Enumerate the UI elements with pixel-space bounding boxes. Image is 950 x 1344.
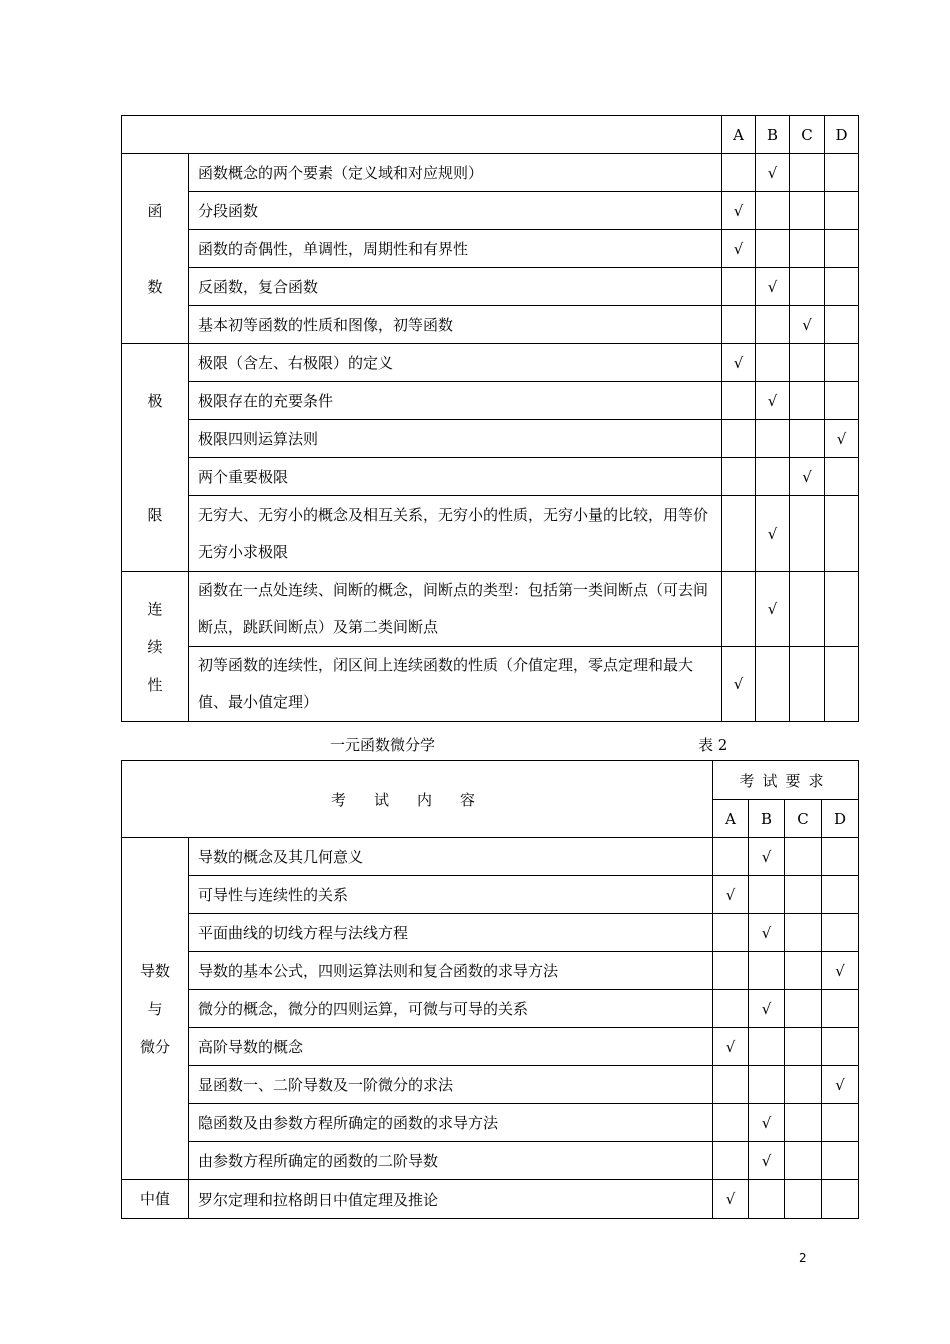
mark-cell-c: √ bbox=[790, 306, 825, 344]
item-cell: 隐函数及由参数方程所确定的函数的求导方法 bbox=[189, 1104, 713, 1142]
mark-cell-d: √ bbox=[825, 420, 859, 458]
mark-cell-d bbox=[822, 990, 859, 1028]
category-cell bbox=[122, 154, 189, 344]
mark-cell-d bbox=[822, 838, 859, 876]
item-cell: 基本初等函数的性质和图像，初等函数 bbox=[189, 306, 722, 344]
mark-cell-d bbox=[822, 1142, 859, 1180]
mark-cell-b bbox=[756, 306, 790, 344]
mark-cell-a bbox=[713, 1066, 749, 1104]
table-row bbox=[122, 1180, 859, 1219]
mark-cell-c: √ bbox=[790, 458, 825, 496]
mark-cell-b: √ bbox=[756, 496, 790, 572]
column-header-c: C bbox=[785, 800, 822, 838]
mark-cell-c bbox=[790, 192, 825, 230]
mark-cell-d bbox=[825, 344, 859, 382]
mark-cell-a: √ bbox=[713, 1180, 749, 1219]
mark-cell-a: √ bbox=[722, 230, 756, 268]
mark-cell-a: √ bbox=[722, 647, 756, 722]
item-cell: 初等函数的连续性，闭区间上连续函数的性质（介值定理，零点定理和最大值、最小值定理） bbox=[189, 647, 722, 722]
category-label-line: 限 bbox=[147, 505, 163, 524]
mark-cell-b bbox=[756, 344, 790, 382]
header-row bbox=[122, 116, 859, 154]
mark-cell-c bbox=[790, 496, 825, 572]
category-label-line: 中值 bbox=[139, 1190, 170, 1208]
table-row bbox=[122, 306, 859, 344]
mark-cell-c bbox=[785, 1066, 822, 1104]
mark-cell-b bbox=[749, 952, 785, 990]
item-cell: 函数在一点处连续、间断的概念，间断点的类型：包括第一类间断点（可去间断点，跳跃间断点）及第二类间断点 bbox=[189, 572, 722, 647]
table-row bbox=[122, 382, 859, 420]
table-row bbox=[122, 876, 859, 914]
mark-cell-a bbox=[722, 496, 756, 572]
mark-cell-c bbox=[790, 572, 825, 647]
mark-cell-d bbox=[825, 647, 859, 722]
requirements-table-2 bbox=[121, 760, 859, 1219]
mark-cell-b: √ bbox=[756, 268, 790, 306]
table-row bbox=[122, 192, 859, 230]
item-cell: 高阶导数的概念 bbox=[189, 1028, 713, 1066]
table-row bbox=[122, 230, 859, 268]
mark-cell-b: √ bbox=[756, 382, 790, 420]
mark-cell-b: √ bbox=[749, 990, 785, 1028]
mark-cell-c bbox=[785, 1104, 822, 1142]
category-label-line: 函 bbox=[147, 201, 163, 220]
category-label-line: 续 bbox=[147, 637, 163, 656]
category-label-line: 导数 bbox=[139, 961, 170, 980]
mark-cell-d bbox=[825, 268, 859, 306]
mark-cell-d bbox=[822, 914, 859, 952]
requirement-header-cell: 考试要求 bbox=[713, 761, 859, 800]
mark-cell-d bbox=[825, 154, 859, 192]
mark-cell-a: √ bbox=[722, 344, 756, 382]
mark-cell-d bbox=[825, 496, 859, 572]
table-row bbox=[122, 990, 859, 1028]
page-number: 2 bbox=[799, 1251, 807, 1265]
mark-cell-d bbox=[825, 230, 859, 268]
content-header-cell bbox=[122, 116, 722, 154]
table-row bbox=[122, 1028, 859, 1066]
table-row bbox=[122, 344, 859, 382]
category-cell bbox=[122, 838, 189, 1180]
table-row bbox=[122, 952, 859, 990]
mark-cell-c bbox=[785, 1142, 822, 1180]
mark-cell-a bbox=[713, 990, 749, 1028]
item-cell: 函数的奇偶性，单调性，周期性和有界性 bbox=[189, 230, 722, 268]
table-row bbox=[122, 914, 859, 952]
mark-cell-b bbox=[749, 876, 785, 914]
mark-cell-d bbox=[822, 1104, 859, 1142]
mark-cell-c bbox=[785, 1180, 822, 1219]
mark-cell-d bbox=[825, 382, 859, 420]
category-label-line: 连 bbox=[147, 599, 163, 618]
mark-cell-b: √ bbox=[756, 572, 790, 647]
category-label-line: 极 bbox=[147, 391, 163, 410]
mark-cell-b: √ bbox=[749, 1104, 785, 1142]
mark-cell-d bbox=[825, 306, 859, 344]
mark-cell-d bbox=[822, 876, 859, 914]
item-cell: 极限存在的充要条件 bbox=[189, 382, 722, 420]
mark-cell-a: √ bbox=[713, 876, 749, 914]
mark-cell-b: √ bbox=[749, 1142, 785, 1180]
item-cell: 平面曲线的切线方程与法线方程 bbox=[189, 914, 713, 952]
column-header-c: C bbox=[790, 116, 825, 154]
mark-cell-a bbox=[713, 914, 749, 952]
mark-cell-b bbox=[756, 192, 790, 230]
table-row bbox=[122, 838, 859, 876]
table-row bbox=[122, 1066, 859, 1104]
mark-cell-d bbox=[825, 192, 859, 230]
mark-cell-c bbox=[790, 154, 825, 192]
mark-cell-a bbox=[722, 458, 756, 496]
mark-cell-b bbox=[749, 1066, 785, 1104]
mark-cell-b bbox=[756, 230, 790, 268]
column-header-d: D bbox=[822, 800, 859, 838]
table-row bbox=[122, 1104, 859, 1142]
column-header-b: B bbox=[756, 116, 790, 154]
category-label-line: 数 bbox=[147, 277, 163, 296]
item-cell: 无穷大、无穷小的概念及相互关系，无穷小的性质，无穷小量的比较，用等价无穷小求极限 bbox=[189, 496, 722, 572]
column-header-b: B bbox=[749, 800, 785, 838]
mark-cell-d bbox=[822, 1028, 859, 1066]
column-header-d: D bbox=[825, 116, 859, 154]
item-cell: 反函数，复合函数 bbox=[189, 268, 722, 306]
mark-cell-a bbox=[722, 572, 756, 647]
mark-cell-c bbox=[790, 382, 825, 420]
header-row bbox=[122, 761, 859, 800]
table-row bbox=[122, 572, 859, 647]
mark-cell-c bbox=[785, 952, 822, 990]
mark-cell-c bbox=[785, 914, 822, 952]
item-cell: 由参数方程所确定的函数的二阶导数 bbox=[189, 1142, 713, 1180]
mark-cell-c bbox=[790, 344, 825, 382]
section-title: 一元函数微分学 bbox=[330, 736, 436, 754]
mark-cell-a bbox=[713, 838, 749, 876]
mark-cell-b bbox=[756, 458, 790, 496]
category-label-line: 与 bbox=[147, 999, 163, 1018]
mark-cell-c bbox=[790, 647, 825, 722]
item-cell: 极限四则运算法则 bbox=[189, 420, 722, 458]
mark-cell-c bbox=[785, 1028, 822, 1066]
table-row bbox=[122, 647, 859, 722]
mark-cell-b bbox=[756, 647, 790, 722]
content-header-cell: 考试内容 bbox=[122, 761, 713, 838]
mark-cell-d: √ bbox=[822, 952, 859, 990]
mark-cell-d: √ bbox=[822, 1066, 859, 1104]
item-cell: 极限（含左、右极限）的定义 bbox=[189, 344, 722, 382]
mark-cell-c bbox=[790, 420, 825, 458]
item-cell: 导数的基本公式，四则运算法则和复合函数的求导方法 bbox=[189, 952, 713, 990]
mark-cell-c bbox=[790, 268, 825, 306]
table-row bbox=[122, 268, 859, 306]
item-cell: 函数概念的两个要素（定义域和对应规则） bbox=[189, 154, 722, 192]
table-row bbox=[122, 1142, 859, 1180]
mark-cell-a bbox=[713, 1104, 749, 1142]
column-header-a: A bbox=[722, 116, 756, 154]
item-cell: 罗尔定理和拉格朗日中值定理及推论 bbox=[189, 1180, 713, 1219]
item-cell: 导数的概念及其几何意义 bbox=[189, 838, 713, 876]
item-cell: 显函数一、二阶导数及一阶微分的求法 bbox=[189, 1066, 713, 1104]
table-row bbox=[122, 154, 859, 192]
mark-cell-d bbox=[825, 572, 859, 647]
column-header-a: A bbox=[713, 800, 749, 838]
mark-cell-b bbox=[749, 1028, 785, 1066]
mark-cell-b: √ bbox=[749, 914, 785, 952]
table-row bbox=[122, 420, 859, 458]
mark-cell-c bbox=[785, 876, 822, 914]
category-label-line: 性 bbox=[147, 675, 163, 694]
mark-cell-a bbox=[722, 420, 756, 458]
item-cell: 分段函数 bbox=[189, 192, 722, 230]
requirements-table-1 bbox=[121, 115, 859, 722]
mark-cell-b: √ bbox=[749, 838, 785, 876]
mark-cell-a bbox=[722, 382, 756, 420]
mark-cell-b: √ bbox=[756, 154, 790, 192]
mark-cell-c bbox=[785, 838, 822, 876]
mark-cell-a bbox=[722, 154, 756, 192]
item-cell: 两个重要极限 bbox=[189, 458, 722, 496]
mark-cell-a bbox=[722, 306, 756, 344]
mark-cell-a: √ bbox=[722, 192, 756, 230]
mark-cell-a bbox=[713, 952, 749, 990]
mark-cell-c bbox=[790, 230, 825, 268]
table-row bbox=[122, 496, 859, 572]
mark-cell-c bbox=[785, 990, 822, 1028]
mark-cell-b bbox=[756, 420, 790, 458]
table-number: 表 2 bbox=[698, 736, 728, 754]
item-cell: 可导性与连续性的关系 bbox=[189, 876, 713, 914]
category-cell bbox=[122, 344, 189, 572]
category-label-line: 微分 bbox=[139, 1037, 170, 1056]
table-row bbox=[122, 458, 859, 496]
category-cell bbox=[122, 1180, 189, 1219]
mark-cell-d bbox=[822, 1180, 859, 1219]
mark-cell-a bbox=[713, 1142, 749, 1180]
item-cell: 微分的概念，微分的四则运算，可微与可导的关系 bbox=[189, 990, 713, 1028]
mark-cell-b bbox=[749, 1180, 785, 1219]
category-cell bbox=[122, 572, 189, 722]
mark-cell-d bbox=[825, 458, 859, 496]
mark-cell-a bbox=[722, 268, 756, 306]
mark-cell-a: √ bbox=[713, 1028, 749, 1066]
